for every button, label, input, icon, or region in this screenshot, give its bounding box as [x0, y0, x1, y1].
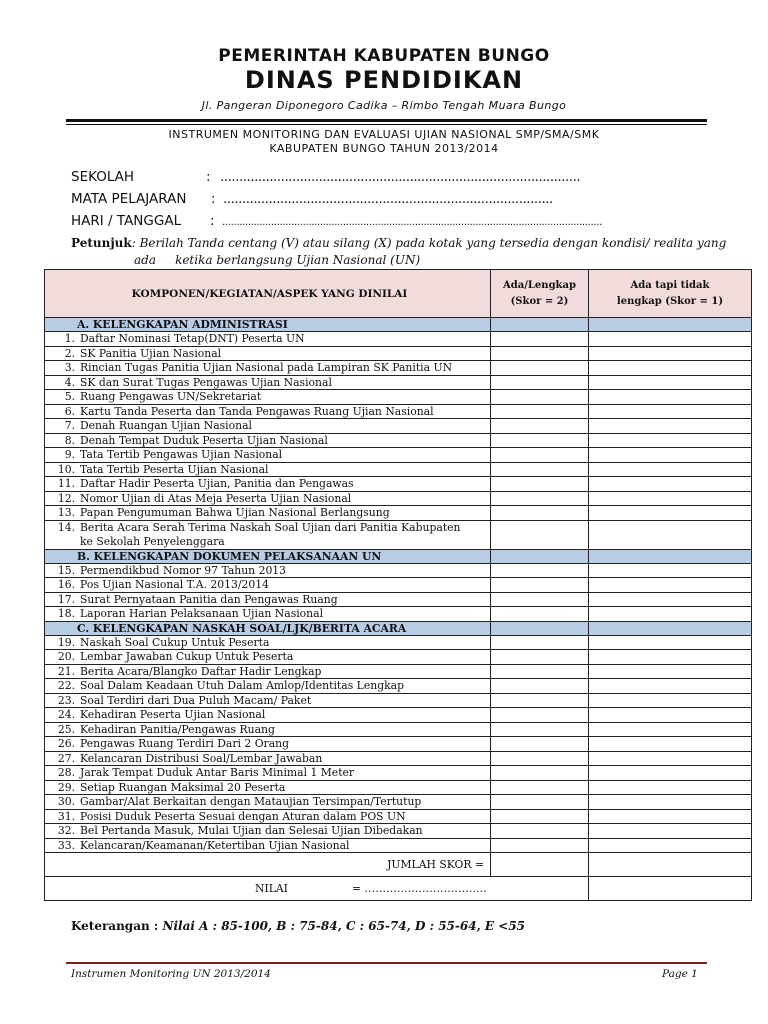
table-row — [45, 506, 752, 521]
item-text: SK dan Surat Tugas Pengawas Ujian Nasional — [80, 375, 332, 389]
checklist-table — [44, 269, 752, 901]
checkbox-complete[interactable] — [491, 390, 589, 405]
item-label-cell — [45, 520, 491, 549]
checkbox-incomplete[interactable] — [589, 433, 752, 448]
column-header-incomplete-label: Ada tapi tidak — [630, 279, 710, 291]
checkbox-complete[interactable] — [491, 607, 589, 622]
checkbox-incomplete[interactable] — [589, 346, 752, 361]
item-text: Rincian Tugas Panitia Ujian Nasional pada Lampiran SK Panitia UN — [80, 361, 453, 374]
item-text: Lembar Jawaban Cukup Untuk Peserta — [80, 650, 294, 663]
table-row — [45, 708, 752, 723]
column-header-complete-label: Ada/Lengkap — [503, 279, 576, 291]
item-label-cell — [45, 751, 491, 766]
item-number: 20. — [57, 650, 75, 663]
checkbox-complete[interactable] — [491, 824, 589, 839]
field-colon: : — [210, 213, 215, 229]
checkbox-complete[interactable] — [491, 751, 589, 766]
section-cell — [491, 318, 589, 332]
item-label-cell — [45, 664, 491, 679]
checkbox-complete[interactable] — [491, 795, 589, 810]
item-number: 14. — [57, 520, 75, 534]
section-cell — [589, 318, 752, 332]
item-number: 25. — [57, 722, 75, 736]
item-number: 33. — [57, 838, 75, 852]
grade-label: NILAI — [255, 882, 288, 895]
table-row — [45, 448, 752, 463]
item-label-cell — [45, 780, 491, 795]
table-row — [45, 824, 752, 839]
item-text: Setiap Ruangan Maksimal 20 Peserta — [80, 780, 286, 794]
section-title: B. KELENGKAPAN DOKUMEN PELAKSANAAN UN — [45, 549, 491, 563]
checkbox-complete[interactable] — [491, 635, 589, 650]
section-row — [45, 318, 752, 332]
item-text: Tata Tertib Pengawas Ujian Nasional — [80, 448, 283, 461]
table-row — [45, 361, 752, 376]
checkbox-incomplete[interactable] — [589, 737, 752, 752]
table-row — [45, 766, 752, 781]
item-number: 22. — [57, 679, 75, 692]
item-label-cell — [45, 506, 491, 521]
item-label-cell — [45, 433, 491, 448]
field-label-mata-pelajaran: MATA PELAJARAN — [71, 191, 187, 207]
checkbox-complete[interactable] — [491, 809, 589, 824]
item-text: Permendikbud Nomor 97 Tahun 2013 — [80, 563, 287, 577]
checkbox-complete[interactable] — [491, 332, 589, 347]
table-row — [45, 780, 752, 795]
item-number: 19. — [57, 635, 75, 649]
checkbox-incomplete[interactable] — [589, 520, 752, 549]
header-department: DINAS PENDIDIKAN — [244, 66, 524, 94]
table-row — [45, 635, 752, 650]
grade-value: = ……………………………. — [351, 882, 487, 895]
checkbox-incomplete[interactable] — [589, 708, 752, 723]
table-row — [45, 751, 752, 766]
item-label-cell — [45, 722, 491, 737]
table-row — [45, 664, 752, 679]
item-number: 16. — [57, 578, 75, 591]
instructions-text: : Berilah Tanda centang (V) atau silang (X) pada kotak yang tersedia dengan kondisi/ realita yang — [131, 236, 727, 250]
grade-row — [45, 877, 752, 901]
checkbox-incomplete[interactable] — [589, 448, 752, 463]
item-label-cell — [45, 838, 491, 853]
item-label-cell — [45, 592, 491, 607]
checkbox-complete[interactable] — [491, 506, 589, 521]
item-text: Ruang Pengawas UN/Sekretariat — [80, 390, 262, 403]
item-text: Jarak Tempat Duduk Antar Baris Minimal 1 Meter — [80, 766, 355, 779]
item-number: 17. — [57, 592, 75, 606]
item-label-cell — [45, 477, 491, 492]
item-number: 2. — [64, 346, 75, 360]
item-number: 24. — [57, 708, 75, 721]
table-row — [45, 679, 752, 694]
table-row — [45, 563, 752, 578]
checkbox-incomplete[interactable] — [589, 491, 752, 506]
checkbox-incomplete[interactable] — [589, 664, 752, 679]
checkbox-incomplete[interactable] — [589, 780, 752, 795]
item-number: 5. — [64, 390, 75, 403]
checkbox-incomplete[interactable] — [589, 795, 752, 810]
checkbox-complete[interactable] — [491, 375, 589, 390]
checkbox-complete[interactable] — [491, 462, 589, 477]
item-text: Papan Pengumuman Bahwa Ujian Nasional Berlangsung — [80, 506, 390, 519]
item-label-cell — [45, 332, 491, 347]
checkbox-complete[interactable] — [491, 780, 589, 795]
grade-cell[interactable] — [45, 877, 589, 901]
item-number: 7. — [64, 419, 75, 432]
item-label-cell — [45, 635, 491, 650]
table-row — [45, 390, 752, 405]
checkbox-complete[interactable] — [491, 679, 589, 694]
checkbox-complete[interactable] — [491, 404, 589, 419]
column-header-incomplete — [589, 270, 752, 318]
footer-document-name: Instrumen Monitoring UN 2013/2014 — [71, 968, 271, 980]
column-header-complete-score: (Skor = 2) — [510, 295, 569, 307]
total-score-label: JUMLAH SKOR = — [45, 853, 491, 877]
checkbox-complete[interactable] — [491, 708, 589, 723]
checkbox-complete[interactable] — [491, 491, 589, 506]
checkbox-complete[interactable] — [491, 722, 589, 737]
footer-page-number: Page 1 — [662, 968, 698, 980]
checkbox-incomplete[interactable] — [589, 635, 752, 650]
checkbox-incomplete[interactable] — [589, 824, 752, 839]
item-number: 32. — [57, 824, 75, 837]
field-label-sekolah: SEKOLAH — [71, 169, 135, 185]
field-label-hari-tanggal: HARI / TANGGAL — [71, 213, 182, 229]
item-text: Denah Tempat Duduk Peserta Ujian Nasional — [80, 433, 328, 447]
item-number: 31. — [57, 809, 75, 823]
item-number: 6. — [64, 404, 75, 418]
item-text: Berita Acara/Blangko Daftar Hadir Lengkap — [80, 664, 322, 678]
grade-cell-empty — [589, 877, 752, 901]
item-text: Surat Pernyataan Panitia dan Pengawas Ruang — [80, 592, 338, 606]
table-row — [45, 404, 752, 419]
item-text: Pos Ujian Nasional T.A. 2013/2014 — [80, 578, 269, 591]
header-rule-thin — [66, 124, 707, 125]
table-row — [45, 592, 752, 607]
item-label-cell — [45, 563, 491, 578]
checkbox-complete[interactable] — [491, 346, 589, 361]
checkbox-complete[interactable] — [491, 592, 589, 607]
item-text: Soal Terdiri dari Dua Puluh Macam/ Paket — [80, 693, 312, 707]
item-text-continued: ke Sekolah Penyelenggara — [80, 534, 225, 548]
checkbox-complete[interactable] — [491, 361, 589, 376]
checkbox-complete[interactable] — [491, 433, 589, 448]
field-colon: : — [211, 191, 216, 207]
table-row — [45, 578, 752, 593]
item-number: 26. — [57, 737, 75, 750]
checkbox-complete[interactable] — [491, 766, 589, 781]
item-text: Soal Dalam Keadaan Utuh Dalam Amlop/Identitas Lengkap — [80, 679, 404, 692]
item-label-cell — [45, 679, 491, 694]
item-text: Kelancaran Distribusi Soal/Lembar Jawaban — [80, 751, 323, 765]
item-text: Kelancaran/Keamanan/Ketertiban Ujian Nasional — [80, 838, 350, 852]
item-label-cell — [45, 693, 491, 708]
checkbox-incomplete[interactable] — [589, 751, 752, 766]
header-rule-thick — [66, 119, 707, 122]
table-row — [45, 462, 752, 477]
item-number: 11. — [57, 477, 75, 490]
checkbox-incomplete[interactable] — [589, 809, 752, 824]
table-row — [45, 520, 752, 549]
field-input-hari-tanggal[interactable]: .................................................................................................................................... — [222, 217, 602, 228]
item-label-cell — [45, 404, 491, 419]
item-number: 4. — [64, 375, 75, 389]
table-row — [45, 332, 752, 347]
item-number: 18. — [57, 607, 75, 620]
item-text: Berita Acara Serah Terima Naskah Soal Ujian dari Panitia Kabupaten — [80, 520, 461, 534]
item-label-cell — [45, 708, 491, 723]
item-text: Gambar/Alat Berkaitan dengan Mataujian Tersimpan/Tertutup — [80, 795, 422, 808]
item-label-cell — [45, 650, 491, 665]
item-label-cell — [45, 361, 491, 376]
table-row — [45, 838, 752, 853]
item-text: Nomor Ujian di Atas Meja Peserta Ujian Nasional — [80, 491, 352, 505]
header-address: Jl. Pangeran Diponegoro Cadika – Rimbo Tengah Muara Bungo — [201, 99, 567, 112]
table-row — [45, 375, 752, 390]
item-number: 23. — [57, 693, 75, 707]
table-row — [45, 737, 752, 752]
column-header-component: KOMPONEN/KEGIATAN/ASPEK YANG DINILAI — [45, 270, 491, 318]
header-government: PEMERINTAH KABUPATEN BUNGO — [218, 46, 550, 66]
document-title: INSTRUMEN MONITORING DAN EVALUASI UJIAN NASIONAL SMP/SMA/SMK — [168, 128, 600, 141]
checklist-body — [45, 318, 752, 853]
item-label-cell — [45, 809, 491, 824]
column-header-complete — [491, 270, 589, 318]
table-row — [45, 477, 752, 492]
instructions — [71, 236, 726, 250]
checkbox-incomplete[interactable] — [589, 361, 752, 376]
table-row — [45, 491, 752, 506]
item-label-cell — [45, 390, 491, 405]
instructions-text-continued: ada ketika berlangsung Ujian Nasional (UN) — [134, 253, 421, 267]
table-header-row — [45, 270, 752, 318]
grade-legend-label: Keterangan : — [71, 919, 159, 933]
item-number: 30. — [57, 795, 75, 808]
checkbox-incomplete[interactable] — [589, 419, 752, 434]
item-number: 15. — [57, 563, 75, 577]
item-text: SK Panitia Ujian Nasional — [80, 346, 222, 360]
item-text: Kehadiran Peserta Ujian Nasional — [80, 708, 266, 721]
checkbox-incomplete[interactable] — [589, 650, 752, 665]
grade-legend-text: Nilai A : 85-100, B : 75-84, C : 65-74, D : 55-64, E <55 — [162, 919, 526, 933]
checkbox-incomplete[interactable] — [589, 838, 752, 853]
footer-rule — [66, 962, 707, 964]
item-label-cell — [45, 824, 491, 839]
item-text: Daftar Nominasi Tetap(DNT) Peserta UN — [80, 332, 305, 345]
item-label-cell — [45, 737, 491, 752]
item-label-cell — [45, 766, 491, 781]
item-number: 10. — [57, 462, 75, 476]
item-number: 13. — [57, 506, 75, 519]
item-text: Bel Pertanda Masuk, Mulai Ujian dan Selesai Ujian Dibedakan — [80, 824, 423, 837]
field-input-sekolah[interactable]: ............................................................................................... — [220, 169, 581, 185]
total-score-cell-complete[interactable] — [491, 853, 589, 877]
item-text: Kartu Tanda Peserta dan Tanda Pengawas Ruang Ujian Nasional — [80, 404, 434, 418]
section-row — [45, 549, 752, 563]
checkbox-incomplete[interactable] — [589, 578, 752, 593]
checkbox-incomplete[interactable] — [589, 332, 752, 347]
section-cell — [589, 549, 752, 563]
item-number: 3. — [64, 361, 75, 374]
total-score-cell-incomplete[interactable] — [589, 853, 752, 877]
item-number: 21. — [57, 664, 75, 678]
section-row — [45, 621, 752, 635]
item-text: Laporan Harian Pelaksanaan Ujian Nasional — [80, 607, 324, 620]
item-text: Daftar Hadir Peserta Ujian, Panitia dan Pengawas — [80, 477, 354, 490]
field-input-mata-pelajaran[interactable]: ....................................................................................... — [223, 191, 553, 207]
checkbox-incomplete[interactable] — [589, 477, 752, 492]
item-label-cell — [45, 795, 491, 810]
item-number: 1. — [64, 332, 75, 345]
checkbox-complete[interactable] — [491, 419, 589, 434]
item-number: 28. — [57, 766, 75, 779]
checkbox-incomplete[interactable] — [589, 679, 752, 694]
table-row — [45, 346, 752, 361]
instructions-label: Petunjuk — [71, 236, 132, 250]
checkbox-incomplete[interactable] — [589, 390, 752, 405]
document-subtitle: KABUPATEN BUNGO TAHUN 2013/2014 — [269, 142, 499, 155]
table-row — [45, 419, 752, 434]
checkbox-complete[interactable] — [491, 520, 589, 549]
section-cell — [491, 621, 589, 635]
item-number: 29. — [57, 780, 75, 794]
item-label-cell — [45, 346, 491, 361]
item-text: Posisi Duduk Peserta Sesuai dengan Aturan dalam POS UN — [80, 809, 406, 823]
table-row — [45, 795, 752, 810]
table-row — [45, 722, 752, 737]
checkbox-complete[interactable] — [491, 664, 589, 679]
table-row — [45, 650, 752, 665]
total-score-row — [45, 853, 752, 877]
checkbox-complete[interactable] — [491, 838, 589, 853]
checkbox-complete[interactable] — [491, 693, 589, 708]
item-number: 27. — [57, 751, 75, 765]
item-label-cell — [45, 607, 491, 622]
checkbox-complete[interactable] — [491, 477, 589, 492]
table-row — [45, 433, 752, 448]
item-text: Tata Tertib Peserta Ujian Nasional — [80, 462, 269, 476]
item-label-cell — [45, 462, 491, 477]
item-label-cell — [45, 419, 491, 434]
item-label-cell — [45, 578, 491, 593]
checkbox-incomplete[interactable] — [589, 592, 752, 607]
item-label-cell — [45, 491, 491, 506]
checkbox-incomplete[interactable] — [589, 506, 752, 521]
section-cell — [589, 621, 752, 635]
section-title: A. KELENGKAPAN ADMINISTRASI — [45, 318, 491, 332]
table-row — [45, 693, 752, 708]
checkbox-incomplete[interactable] — [589, 607, 752, 622]
checkbox-incomplete[interactable] — [589, 404, 752, 419]
item-label-cell — [45, 448, 491, 463]
checkbox-complete[interactable] — [491, 448, 589, 463]
checkbox-complete[interactable] — [491, 650, 589, 665]
section-cell — [491, 549, 589, 563]
checkbox-incomplete[interactable] — [589, 693, 752, 708]
checkbox-incomplete[interactable] — [589, 375, 752, 390]
checkbox-complete[interactable] — [491, 563, 589, 578]
grade-legend — [71, 919, 525, 933]
checkbox-incomplete[interactable] — [589, 722, 752, 737]
table-row — [45, 809, 752, 824]
checkbox-complete[interactable] — [491, 737, 589, 752]
item-number: 8. — [64, 433, 75, 447]
item-text: Denah Ruangan Ujian Nasional — [80, 419, 252, 432]
checkbox-incomplete[interactable] — [589, 766, 752, 781]
section-title: C. KELENGKAPAN NASKAH SOAL/LJK/BERITA ACARA — [45, 621, 491, 635]
table-row — [45, 607, 752, 622]
checkbox-incomplete[interactable] — [589, 563, 752, 578]
item-number: 9. — [64, 448, 75, 461]
column-header-incomplete-score: lengkap (Skor = 1) — [616, 295, 724, 307]
checkbox-complete[interactable] — [491, 578, 589, 593]
field-colon: : — [206, 169, 211, 185]
item-text: Naskah Soal Cukup Untuk Peserta — [80, 635, 270, 649]
checkbox-incomplete[interactable] — [589, 462, 752, 477]
item-label-cell — [45, 375, 491, 390]
item-text: Pengawas Ruang Terdiri Dari 2 Orang — [80, 737, 290, 750]
item-number: 12. — [57, 491, 75, 505]
item-text: Kehadiran Panitia/Pengawas Ruang — [80, 722, 275, 736]
